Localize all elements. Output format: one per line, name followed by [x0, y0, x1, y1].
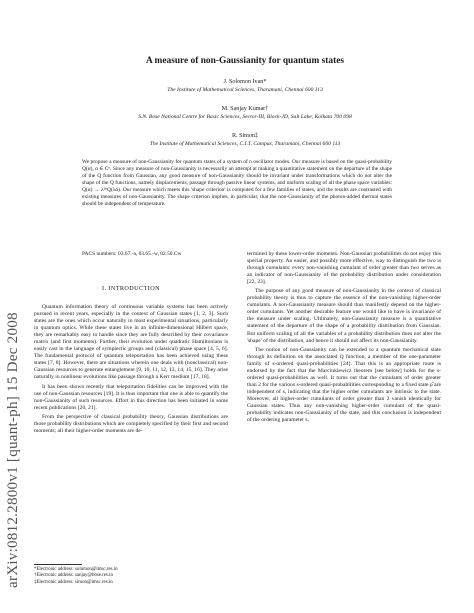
footnotes	[34, 567, 228, 586]
author-name: J. Solomon Ivan*	[223, 79, 267, 85]
author-name: R. Simon‡	[231, 133, 259, 139]
section-heading: I. INTRODUCTION	[102, 285, 160, 292]
paragraph: It has been shown recently that teleportation fidelities can be improved with the use of non-Gaussian resources [19]. It is thus important that one is able to quantify the non-Gaussianity of such resources. Effort in this direction has been initiated in some recent publications [20, 21].	[34, 383, 228, 411]
right-column	[247, 251, 441, 424]
author-name: M. Sanjay Kumar†	[221, 106, 269, 112]
footnote: *Electronic address: solomon@imsc.res.in	[34, 567, 118, 572]
footnote: †Electronic address: sanjay@bose.res.in	[34, 573, 113, 579]
paragraph: The purpose of any good measure of non-Gaussianity in the context of classical probability theory is thus to capture the essence of the non-vanishing higher-order cumulants. A non-Gaussianity measure should thus manifestly depend on the higher-order cumulants. Yet another desirable feature one would like to have is invariance of the measure under scaling. Ultimately, non-Gaussianity measure is a quantitative statement of the departure of the shape of a probability distribution from Gaussian. But uniform scaling of all the variables of a probability distribution does not alter the 'shape' of the distribution, and hence it should not affect its non-Gaussianity.	[247, 288, 441, 344]
paper-title: A measure of non-Gaussianity for quantum states	[145, 56, 345, 66]
paragraph: From the perspective of classical probability theory, Gaussian distributions are those probability distributions which are completely specified by their first and second moments; all their higher-order moments are de-	[34, 413, 228, 434]
footnote: ‡Electronic address: simon@imsc.res.in	[34, 579, 113, 585]
author-affiliation: The Institute of Mathematical Sciences, C.I.T. Campus, Tharamani, Chennai 600 113	[149, 141, 341, 147]
arxiv-identifier: arXiv:0812.2800v1 [quant-ph] 15 Dec 2008	[4, 312, 21, 588]
left-column	[34, 304, 228, 435]
author-affiliation: S.N. Bose National Centre for Basic Sciences, Sector-III, Block-JD, Salt Lake, Kolkata 700 098	[138, 114, 352, 120]
abstract: We propose a measure of non-Gaussianity for quantum states of a system of n oscillator modes. Our measure is based on the quasi-probability Q(α), α ∈ Cⁿ. Since any measure of non-Gaussianity is necessarily an attempt at making a quantitative statement on the departure of the shape of the Q function from Gaussian, any good measure of non-Gaussianity should be invariant under transformations which do not alter the shape of the Q functions, namely displacements, passage through passive linear systems, and uniform scaling of all the phase space variables: Q(α) → λ²ⁿQ(λα). Our measure which meets this 'shape criterion' is computed for a few families of states, and the results are contrasted with existing measures of non-Gaussianity. The shape criterion implies, in particular, that the non-Gaussianity of the photon-added thermal states should be independent of temperature.	[82, 159, 392, 207]
paragraph: termined by these lower-order moments. Non-Gaussian probabilities do not enjoy this special property. An easier, and possibly more effective, way to distinguish the two is through cumulants: every non-vanishing cumulant of order greater than two serves as an indicator of non-Gaussianity of the probability distribution under consideration [22, 23].	[247, 251, 441, 286]
author-affiliation: The Institute of Mathematical Sciences, Tharamani, Chennai 600 113	[167, 87, 323, 93]
footnote-rule	[34, 564, 82, 565]
paragraph: The notion of non-Gaussianity can be extended to a quantum mechanical state through its definition on the associated Q function, a member of the one-parameter family of s-ordered quasi-probabilities [24]. That this is an appropriate route is endorsed by the fact that the Marcinkiewicz theorem [see below] holds for the s-ordered quasi-probabilities as well. It turns out that the cumulants of order greater than 2 for the various s-ordered quasi-probabilities corresponding to a fixed state ρ̂ are independent of s, indicating that the higher order cumulants are intrinsic to the state. Moreover, all higher-order cumulants of order greater than 2 vanish identically for Gaussian states. Thus any non-vanishing higher-order cumulant of the quasi-probability indicates non-Gaussianity of the state, and this conclusion is independent of the ordering parameter s.	[247, 346, 441, 424]
paragraph: Quantum information theory of continuous variable systems has been actively pursued in recent years, especially in the context of Gaussian states [1, 2, 3]. Such states are the ones which occur naturally in most experimental situations, particularly in quantum optics. While these states live in an infinite-dimensional Hilbert space, they are remarkably easy to handle since they are fully described by their covariance matrix (and first moments). Further, their evolution under quadratic Hamiltonians is easily cast in the language of symplectic groups and (classical) phase space [4, 5, 6]. The fundamental protocol of quantum teleportation has been achieved using these states [7, 8]. However, there are situations wherein one deals with (nonclassical) non-Gaussian resources to generate entanglement [9, 10, 11, 12, 13, 14, 15, 16]. They arise naturally in nonlinear evolutions like passage through a Kerr medium [17, 18].	[34, 304, 228, 381]
pacs-numbers: PACS numbers: 03.67.-a, 03.65.-w, 02.50.Cw	[82, 251, 182, 257]
